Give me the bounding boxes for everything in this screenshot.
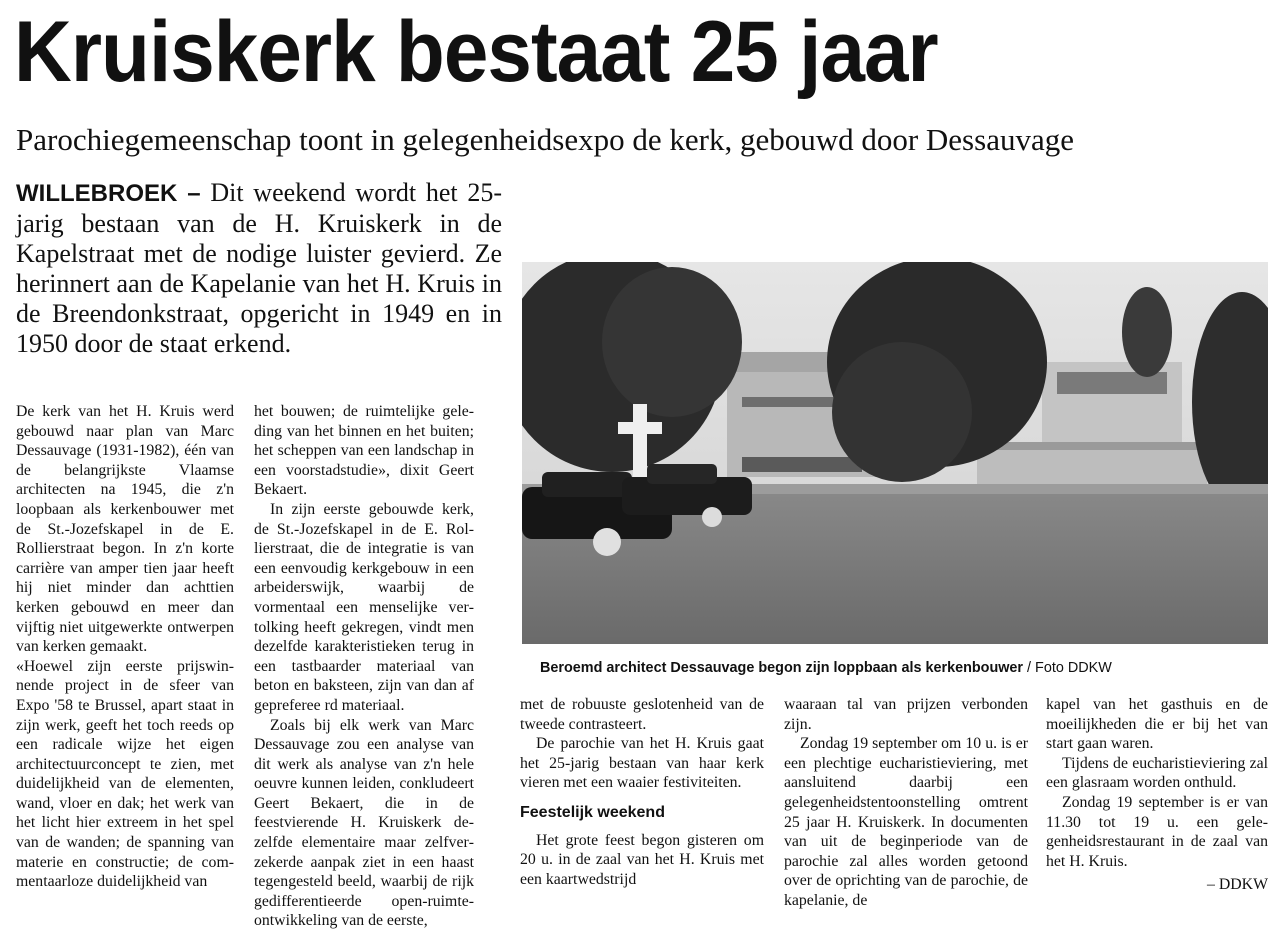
lead-text: Dit weekend wordt het 25-jarig bestaan van de H. Kruiskerk in de Kapelstraat met de nodige luister gevierd. Ze herinnert aan de Kapelanie van het H. Kruis in de Breendonkstraat, opgericht in 1949 en in 1950 door de staat erkend. xyxy=(16,178,502,358)
dateline: WILLEBROEK – xyxy=(16,180,201,207)
paragraph: De parochie van het H. Kruis gaat het 25-jarig bestaan van haar kerk vieren met een waaier festiviteiten. xyxy=(520,734,764,793)
article-column-5 xyxy=(1046,695,1268,895)
paragraph: het bouwen; de ruimtelijke geleding van het binnen en het buiten; het scheppen van een landschap in een voorstadstudie», dixit Geert Bekaert. xyxy=(254,402,474,500)
paragraph: Zondag 19 september is er van 11.30 tot 19 u. een gelegenheidsrestaurant in de zaal van het H. Kruis. xyxy=(1046,793,1268,871)
photo-caption xyxy=(540,660,1270,676)
paragraph: «Hoewel zijn eerste prijswinnende project in de sfeer van Expo '58 te Brussel, apart staat in zijn werk, geeft het toch reeds op een radicale wijze het eigen architectuurconcept te zien, met duidelijkheid van de elementen, wand, vloer en dak; het werk van het licht hier extreem in het spel van de wanden; de spanning van materie en constructie; de commentaarloze duidelijkheid van xyxy=(16,657,234,892)
section-heading: Feestelijk weekend xyxy=(520,803,764,823)
paragraph: Zoals bij elk werk van Marc Dessauvage zou een analyse van dit werk als analyse van z'n hele oeuvre kunnen leiden, conkludeert Geert Bekaert, die in de feestvierende H. Kruiskerk dezelfde elementaire maar zelfverzekerde aanpak ziet in een haast tegengesteld beeld, waarbij de rijk gedifferentieerde open-ruimte-ontwikkeling van de eerste, xyxy=(254,716,474,931)
article-column-1 xyxy=(16,402,234,892)
church-photo-illustration xyxy=(522,262,1268,644)
headline: Kruiskerk bestaat 25 jaar xyxy=(14,4,1186,100)
article-column-2 xyxy=(254,402,474,931)
paragraph: De kerk van het H. Kruis werd gebouwd naar plan van Marc Dessauvage (1931-1982), één van de belangrijkste Vlaamse architecten na 1945, die z'n loopbaan als kerkenbouwer met de St.-Jozefskapel in de E. Rollierstraat begon. In z'n korte carrière van amper tien jaar heeft hij niet minder dan achttien kerken gebouwd en meer dan vijftig niet uitgewerkte ontwerpen van kerken gemaakt. xyxy=(16,402,234,657)
paragraph: Het grote feest begon gisteren om 20 u. in de zaal van het H. Kruis met een kaartwedstrijd xyxy=(520,831,764,890)
caption-text: Beroemd architect Dessauvage begon zijn loppbaan als kerkenbouwer xyxy=(540,660,1023,676)
paragraph: Zondag 19 september om 10 u. is er een plechtige eucharistieviering, met aansluitend daarbij een gelegenheidstentoonstelling omtrent 25 jaar H. Kruiskerk. In documenten van uit de beginperiode van de parochie zal alles worden getoond over de oprichting van de parochie, de kapelanie, de xyxy=(784,734,1028,910)
church-photo xyxy=(522,262,1268,644)
paragraph: met de robuuste geslotenheid van de tweede contrasteert. xyxy=(520,695,764,734)
article-column-3 xyxy=(520,695,764,889)
author-signoff: – DDKW xyxy=(1046,875,1268,895)
article-column-4 xyxy=(784,695,1028,911)
lead-paragraph xyxy=(16,178,502,359)
subheadline: Parochiegemeenschap toont in gelegenheidsexpo de kerk, gebouwd door Dessauvage xyxy=(16,118,1074,162)
paragraph: In zijn eerste gebouwde kerk, de St.-Jozefskapel in de E. Rollierstraat, die de integratie is van een eenvoudig kerkgebouw in een arbeiderswijk, waarbij de vormentaal een menselijke vertolking heeft gekregen, vindt men dezelfde karakteristieken terug in een tastbaarder materiaal van beton en baksteen, zijn van dan af gepreferee rd materiaal. xyxy=(254,500,474,716)
paragraph: kapel van het gasthuis en de moeilijkheden die er bij het van start gaan waren. xyxy=(1046,695,1268,754)
paragraph: waaraan tal van prijzen verbonden zijn. xyxy=(784,695,1028,734)
paragraph: Tijdens de eucharistieviering zal een glasraam worden onthuld. xyxy=(1046,754,1268,793)
photo-credit: / Foto DDKW xyxy=(1023,660,1112,676)
